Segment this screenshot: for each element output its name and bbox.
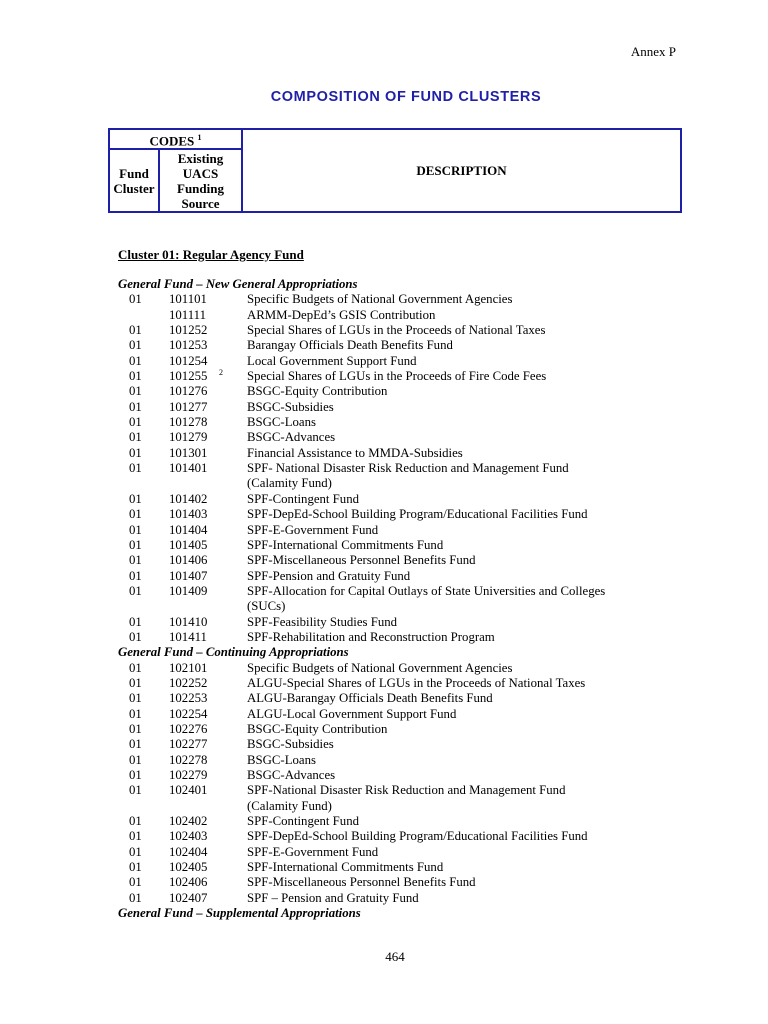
footnote-ref: 2 [219, 368, 223, 378]
list-item-continuation [0, 799, 768, 814]
funding-source-code: 102405 [169, 860, 208, 875]
funding-source-code: 101253 [169, 338, 208, 353]
list-item [0, 492, 768, 507]
fund-cluster-code: 01 [129, 629, 142, 644]
fund-cluster-code: 01 [129, 430, 142, 445]
list-item [0, 722, 768, 737]
fund-description: SPF-International Commitments Fund [247, 537, 444, 552]
list-item [0, 461, 768, 476]
list-item [0, 707, 768, 722]
codes-header-cell [109, 129, 242, 149]
funding-source-label-line2: UACS [182, 165, 219, 181]
section-heading: General Fund – New General Appropriations [118, 277, 358, 291]
funding-source-code: 102252 [169, 675, 208, 690]
fund-cluster-header-cell [109, 149, 159, 212]
list-item [0, 615, 768, 630]
funding-source-code: 101404 [169, 522, 208, 537]
fund-cluster-code: 01 [129, 384, 142, 399]
list-item-continuation [0, 476, 768, 491]
fund-description: SPF-Feasibility Studies Fund [247, 614, 398, 629]
fund-description: Special Shares of LGUs in the Proceeds of Fire Code Fees [247, 369, 547, 384]
funding-source-code: 102276 [169, 721, 208, 736]
list-item [0, 829, 768, 844]
fund-description: Barangay Officials Death Benefits Fund [247, 338, 453, 353]
funding-source-code: 101411 [169, 629, 207, 644]
funding-source-code: 102407 [169, 890, 208, 905]
funding-source-code: 101101 [169, 292, 207, 307]
fund-cluster-label-line1: Fund [119, 165, 149, 181]
list-item [0, 783, 768, 798]
funding-source-code: 102278 [169, 752, 208, 767]
fund-cluster-code: 01 [129, 768, 142, 782]
funding-source-code: 101409 [169, 583, 208, 598]
funding-source-code: 101407 [169, 568, 208, 583]
fund-cluster-code: 01 [129, 507, 142, 522]
fund-description: ALGU-Barangay Officials Death Benefits Fund [247, 691, 493, 706]
fund-description: SPF-Contingent Fund [247, 491, 359, 506]
fund-description: Special Shares of LGUs in the Proceeds of National Taxes [247, 323, 546, 338]
funding-source-code: 101255 [169, 369, 208, 384]
funding-source-code: 102406 [169, 875, 208, 890]
fund-description: SPF-E-Government Fund [247, 522, 379, 537]
description-header-cell [242, 129, 681, 212]
list-item [0, 538, 768, 553]
fund-cluster-code: 01 [129, 445, 142, 460]
codes-label: CODES [149, 133, 195, 149]
fund-cluster-code: 01 [129, 399, 142, 414]
list-item [0, 338, 768, 353]
fund-cluster-code: 01 [129, 691, 142, 706]
funding-source-code: 101277 [169, 399, 208, 414]
list-item [0, 661, 768, 676]
funding-source-code: 101111 [169, 307, 206, 322]
fund-description: (Calamity Fund) [247, 476, 332, 491]
fund-cluster-code: 01 [129, 890, 142, 905]
list-item [0, 891, 768, 906]
section-heading: General Fund – Supplemental Appropriations [118, 906, 361, 921]
fund-cluster-code: 01 [129, 829, 142, 844]
fund-cluster-code: 01 [129, 522, 142, 537]
funding-source-header-cell [159, 149, 242, 212]
fund-description: SPF-National Disaster Risk Reduction and Management Fund [247, 783, 566, 798]
fund-cluster-code: 01 [129, 737, 142, 752]
fund-description: BSGC-Subsidies [247, 737, 334, 752]
fund-cluster-code: 01 [129, 338, 142, 353]
fund-description: SPF-DepEd-School Building Program/Educational Facilities Fund [247, 829, 588, 844]
codes-header-table [108, 128, 682, 213]
list-item [0, 691, 768, 706]
fund-cluster-code: 01 [129, 860, 142, 875]
fund-description: BSGC-Loans [247, 415, 316, 430]
fund-description: SPF-Contingent Fund [247, 814, 359, 829]
funding-source-code: 101402 [169, 491, 208, 506]
page-number: 464 [385, 949, 405, 964]
fund-description: SPF-Pension and Gratuity Fund [247, 568, 411, 583]
page-title: COMPOSITION OF FUND CLUSTERS [270, 89, 542, 105]
fund-cluster-code: 01 [129, 614, 142, 629]
fund-description: BSGC-Loans [247, 752, 316, 767]
fund-cluster-code: 01 [129, 369, 142, 384]
fund-description: SPF-International Commitments Fund [247, 860, 444, 875]
funding-source-code: 101278 [169, 415, 208, 430]
list-item [0, 875, 768, 890]
list-item-continuation [0, 599, 768, 614]
funding-source-code: 101406 [169, 553, 208, 568]
list-item [0, 584, 768, 599]
funding-source-code: 102403 [169, 829, 208, 844]
fund-cluster-code: 01 [129, 783, 142, 798]
list-item [0, 507, 768, 522]
list-item [0, 400, 768, 415]
funding-source-code: 102101 [169, 660, 208, 675]
fund-description: SPF – Pension and Gratuity Fund [247, 890, 419, 905]
list-item [0, 415, 768, 430]
list-item [0, 768, 768, 783]
fund-description: SPF-Miscellaneous Personnel Benefits Fund [247, 875, 476, 890]
funding-source-label-line1: Existing [177, 150, 224, 166]
fund-description: Financial Assistance to MMDA-Subsidies [247, 445, 463, 460]
fund-description: BSGC-Equity Contribution [247, 384, 388, 399]
funding-source-code: 101254 [169, 353, 208, 368]
funding-source-code: 102401 [169, 783, 208, 798]
list-item [0, 569, 768, 584]
fund-description: Local Government Support Fund [247, 353, 417, 368]
funding-source-code: 101410 [169, 614, 208, 629]
list-item [0, 354, 768, 369]
cluster-heading: Cluster 01: Regular Agency Fund [118, 247, 304, 262]
fund-description: ALGU-Special Shares of LGUs in the Proceeds of National Taxes [247, 675, 586, 690]
funding-source-code: 101405 [169, 537, 208, 552]
fund-description: BSGC-Advances [247, 430, 336, 445]
fund-cluster-code: 01 [129, 721, 142, 736]
list-item [0, 814, 768, 829]
fund-cluster-code: 01 [129, 292, 142, 307]
list-item [0, 737, 768, 752]
funding-source-code: 102277 [169, 737, 208, 752]
fund-cluster-code: 01 [129, 752, 142, 767]
fund-cluster-code: 01 [129, 814, 142, 829]
fund-cluster-code: 01 [129, 415, 142, 430]
fund-cluster-code: 01 [129, 537, 142, 552]
fund-description: Specific Budgets of National Government Agencies [247, 292, 513, 307]
fund-description: ARMM-DepEd’s GSIS Contribution [247, 307, 436, 322]
fund-description: SPF-DepEd-School Building Program/Educational Facilities Fund [247, 507, 588, 522]
list-item [0, 860, 768, 875]
fund-description: SPF-E-Government Fund [247, 844, 379, 859]
list-item [0, 369, 768, 384]
funding-source-code: 102404 [169, 844, 208, 859]
fund-cluster-code: 01 [129, 706, 142, 721]
funding-source-label-line4: Source [181, 195, 220, 211]
fund-cluster-code: 01 [129, 553, 142, 568]
list-item [0, 384, 768, 399]
fund-description: (Calamity Fund) [247, 798, 332, 813]
list-item [0, 553, 768, 568]
funding-source-code: 102279 [169, 768, 208, 782]
list-item [0, 523, 768, 538]
fund-description: Specific Budgets of National Government Agencies [247, 660, 513, 675]
funding-source-label-line3: Funding [177, 180, 224, 196]
list-item [0, 630, 768, 645]
fund-cluster-code: 01 [129, 660, 142, 675]
fund-description: SPF-Rehabilitation and Reconstruction Program [247, 629, 495, 644]
fund-cluster-code: 01 [129, 491, 142, 506]
funding-source-code: 101276 [169, 384, 208, 399]
funding-source-code: 102402 [169, 814, 208, 829]
fund-description: (SUCs) [247, 599, 286, 614]
list-item [0, 676, 768, 691]
fund-cluster-code: 01 [129, 844, 142, 859]
fund-cluster-code: 01 [129, 353, 142, 368]
funding-source-code: 101403 [169, 507, 208, 522]
funding-source-code: 102254 [169, 706, 208, 721]
fund-description: ALGU-Local Government Support Fund [247, 706, 457, 721]
funding-source-code: 101279 [169, 430, 208, 445]
fund-cluster-code: 01 [129, 675, 142, 690]
fund-description: SPF-Miscellaneous Personnel Benefits Fund [247, 553, 476, 568]
fund-description: BSGC-Equity Contribution [247, 721, 388, 736]
fund-description: BSGC-Subsidies [247, 399, 334, 414]
section-heading: General Fund – Continuing Appropriations [118, 645, 349, 660]
list-item [0, 323, 768, 338]
list-item [0, 308, 768, 323]
funding-source-code: 101401 [169, 461, 208, 476]
fund-cluster-code: 01 [129, 583, 142, 598]
funding-source-code: 101301 [169, 445, 208, 460]
funding-source-code: 102253 [169, 691, 208, 706]
fund-description: SPF-Allocation for Capital Outlays of State Universities and Colleges [247, 583, 606, 598]
list-item [0, 446, 768, 461]
description-label: DESCRIPTION [416, 163, 507, 178]
funding-source-code: 101252 [169, 323, 208, 338]
fund-cluster-label-line2: Cluster [113, 180, 155, 196]
fund-list [0, 277, 768, 921]
list-item [0, 292, 768, 307]
fund-cluster-code: 01 [129, 568, 142, 583]
fund-cluster-code: 01 [129, 461, 142, 476]
annex-label: Annex P [630, 44, 676, 59]
fund-description: SPF- National Disaster Risk Reduction and Management Fund [247, 461, 569, 476]
codes-footnote-ref: 1 [197, 133, 202, 142]
list-item [0, 845, 768, 860]
fund-cluster-code: 01 [129, 323, 142, 338]
fund-cluster-code: 01 [129, 875, 142, 890]
fund-description: BSGC-Advances [247, 768, 336, 782]
list-item [0, 753, 768, 768]
list-item [0, 430, 768, 445]
